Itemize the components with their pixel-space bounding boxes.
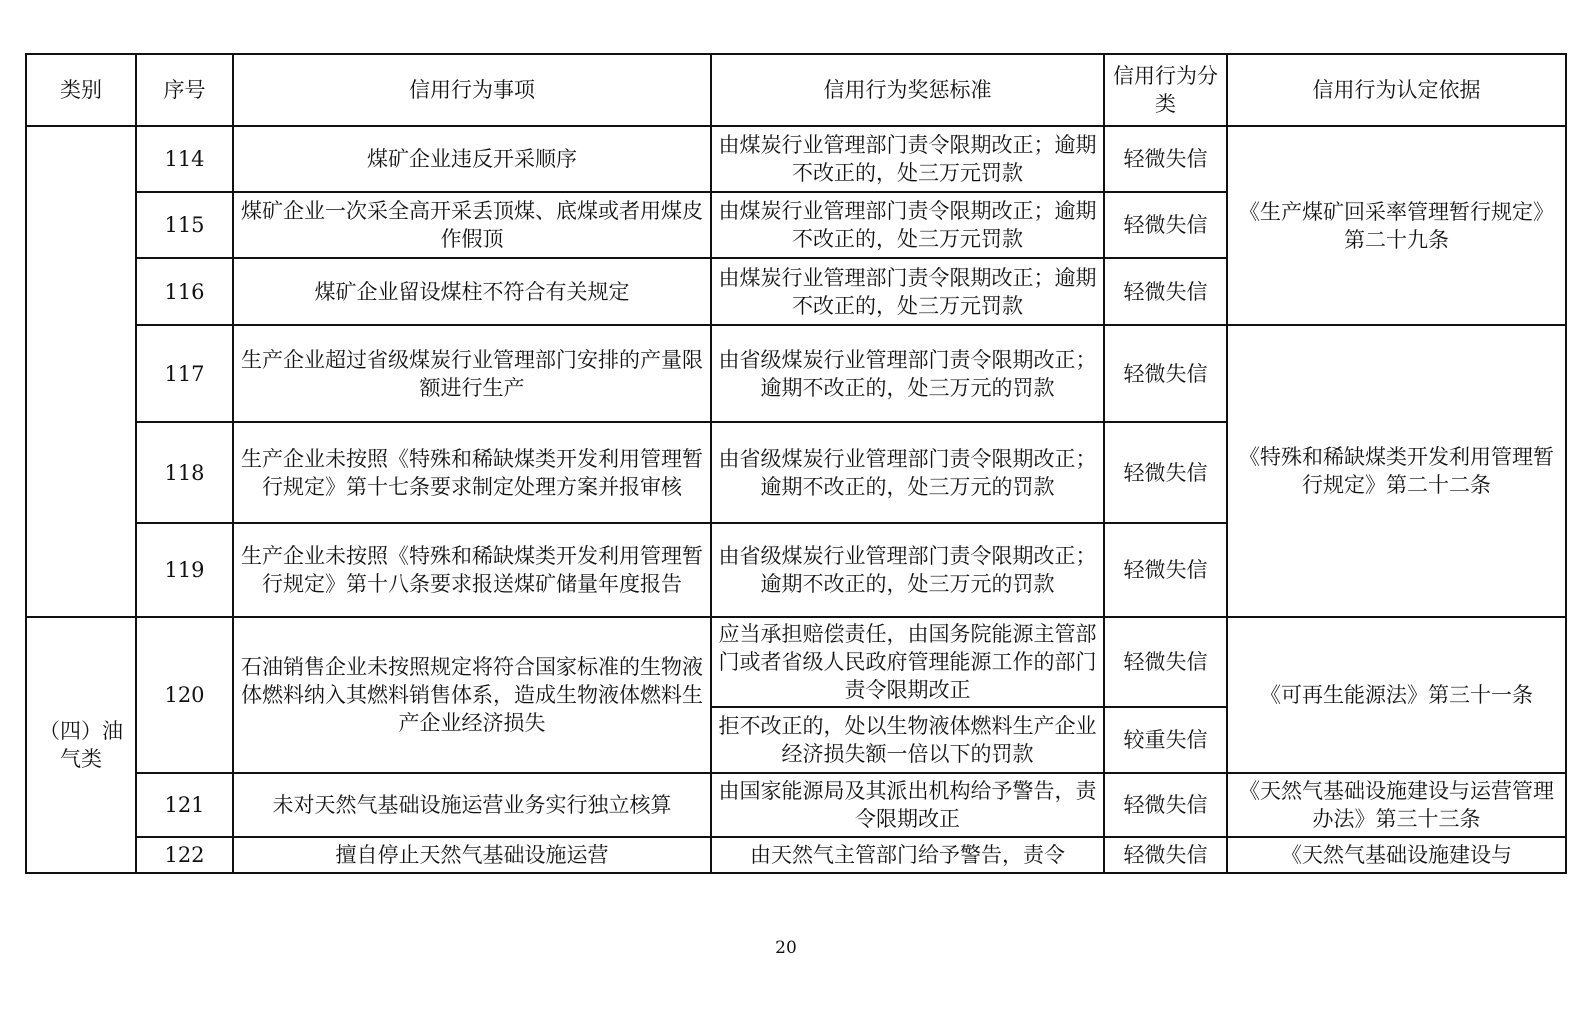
header-category: 类别 — [26, 54, 136, 126]
matter-cell: 煤矿企业违反开采顺序 — [233, 126, 711, 192]
standard-cell: 由省级煤炭行业管理部门责令限期改正；逾期不改正的，处三万元的罚款 — [711, 325, 1104, 422]
header-matter: 信用行为事项 — [233, 54, 711, 126]
seq-cell: 114 — [136, 126, 233, 192]
class-cell: 轻微失信 — [1104, 617, 1227, 707]
class-cell: 轻微失信 — [1104, 523, 1227, 617]
seq-cell: 118 — [136, 422, 233, 523]
table-row — [26, 617, 1566, 707]
page-number: 20 — [775, 938, 797, 958]
standard-cell: 由煤炭行业管理部门责令限期改正；逾期不改正的，处三万元罚款 — [711, 126, 1104, 192]
header-standard: 信用行为奖惩标准 — [711, 54, 1104, 126]
header-basis: 信用行为认定依据 — [1227, 54, 1566, 126]
basis-cell: 《可再生能源法》第三十一条 — [1227, 617, 1566, 773]
standard-cell: 由煤炭行业管理部门责令限期改正；逾期不改正的，处三万元罚款 — [711, 192, 1104, 258]
basis-cell: 《天然气基础设施建设与运营管理办法》第三十三条 — [1227, 773, 1566, 837]
header-class: 信用行为分类 — [1104, 54, 1227, 126]
standard-cell: 由煤炭行业管理部门责令限期改正；逾期不改正的，处三万元罚款 — [711, 258, 1104, 325]
class-cell: 轻微失信 — [1104, 837, 1227, 873]
matter-cell: 生产企业未按照《特殊和稀缺煤类开发利用管理暂行规定》第十八条要求报送煤矿储量年度报告 — [233, 523, 711, 617]
table-row — [26, 773, 1566, 837]
standard-cell: 应当承担赔偿责任，由国务院能源主管部门或者省级人民政府管理能源工作的部门责令限期改正 — [711, 617, 1104, 707]
standard-cell: 由天然气主管部门给予警告，责令 — [711, 837, 1104, 873]
standard-cell: 拒不改正的，处以生物液体燃料生产企业经济损失额一倍以下的罚款 — [711, 707, 1104, 773]
seq-cell: 119 — [136, 523, 233, 617]
class-cell: 轻微失信 — [1104, 325, 1227, 422]
seq-cell: 116 — [136, 258, 233, 325]
matter-cell: 煤矿企业留设煤柱不符合有关规定 — [233, 258, 711, 325]
class-cell: 轻微失信 — [1104, 192, 1227, 258]
standard-cell: 由省级煤炭行业管理部门责令限期改正；逾期不改正的，处三万元的罚款 — [711, 422, 1104, 523]
matter-cell: 石油销售企业未按照规定将符合国家标准的生物液体燃料纳入其燃料销售体系，造成生物液体燃料生产企业经济损失 — [233, 617, 711, 773]
matter-cell: 煤矿企业一次采全高开采丢顶煤、底煤或者用煤皮作假顶 — [233, 192, 711, 258]
seq-cell: 121 — [136, 773, 233, 837]
matter-cell: 生产企业未按照《特殊和稀缺煤类开发利用管理暂行规定》第十七条要求制定处理方案并报审核 — [233, 422, 711, 523]
header-seq: 序号 — [136, 54, 233, 126]
class-cell: 轻微失信 — [1104, 258, 1227, 325]
credit-behavior-table — [25, 53, 1567, 874]
matter-cell: 生产企业超过省级煤炭行业管理部门安排的产量限额进行生产 — [233, 325, 711, 422]
class-cell: 轻微失信 — [1104, 126, 1227, 192]
category-cell: （四）油气类 — [26, 617, 136, 873]
standard-cell: 由省级煤炭行业管理部门责令限期改正；逾期不改正的，处三万元的罚款 — [711, 523, 1104, 617]
class-cell: 轻微失信 — [1104, 422, 1227, 523]
table-row — [26, 325, 1566, 422]
seq-cell: 122 — [136, 837, 233, 873]
table-row — [26, 126, 1566, 192]
basis-cell: 《特殊和稀缺煤类开发利用管理暂行规定》第二十二条 — [1227, 325, 1566, 617]
class-cell: 轻微失信 — [1104, 773, 1227, 837]
matter-cell: 擅自停止天然气基础设施运营 — [233, 837, 711, 873]
seq-cell: 117 — [136, 325, 233, 422]
seq-cell: 115 — [136, 192, 233, 258]
basis-cell: 《天然气基础设施建设与 — [1227, 837, 1566, 873]
standard-cell: 由国家能源局及其派出机构给予警告，责令限期改正 — [711, 773, 1104, 837]
basis-cell: 《生产煤矿回采率管理暂行规定》第二十九条 — [1227, 126, 1566, 325]
class-cell: 较重失信 — [1104, 707, 1227, 773]
table-row — [26, 837, 1566, 873]
matter-cell: 未对天然气基础设施运营业务实行独立核算 — [233, 773, 711, 837]
seq-cell: 120 — [136, 617, 233, 773]
header-row — [26, 54, 1566, 126]
category-cell-empty — [26, 126, 136, 617]
